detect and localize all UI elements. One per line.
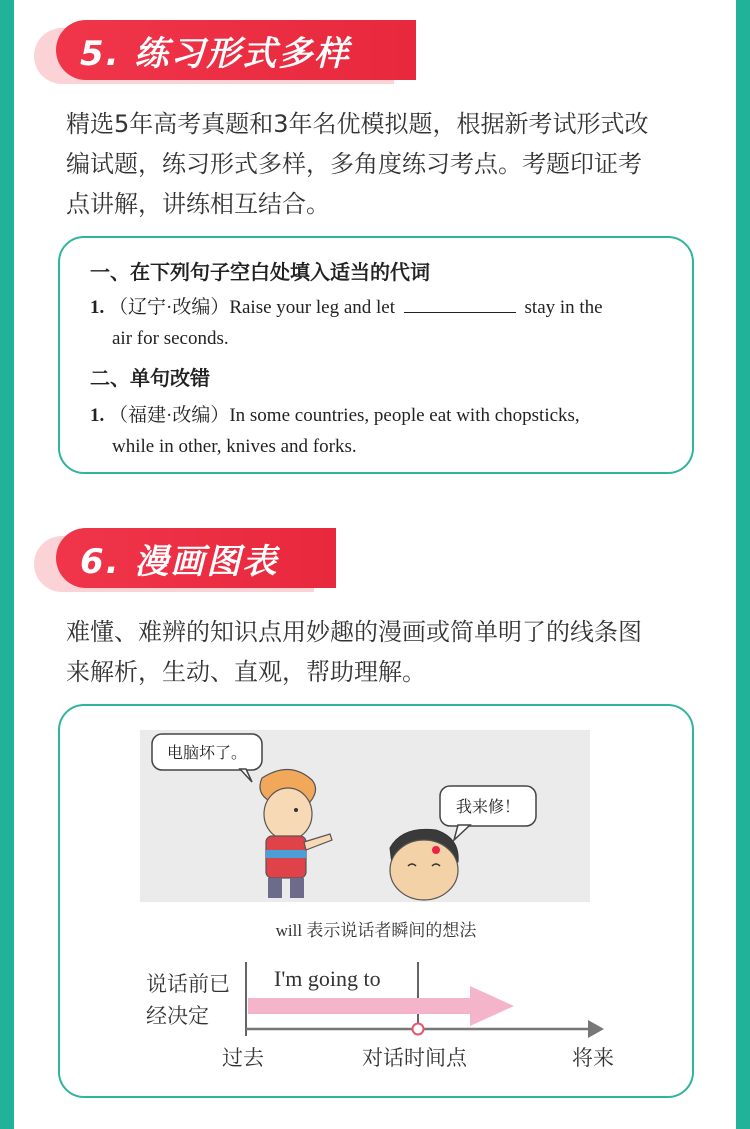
timeline-past-label: 过去 bbox=[222, 1046, 264, 1070]
intro-line: 来解析，生动、直观，帮助理解。 bbox=[66, 658, 426, 686]
pink-arrow bbox=[248, 986, 514, 1026]
comic-caption: will 表示说话者瞬间的想法 bbox=[275, 921, 477, 940]
timeline-now-label: 对话时间点 bbox=[362, 1046, 467, 1070]
timeline-now-marker bbox=[413, 1024, 424, 1035]
question-source: （辽宁·改编） bbox=[109, 297, 230, 318]
intro-line: 编试题，练习形式多样，多角度练习考点。考题印证考 bbox=[66, 150, 642, 178]
bubble-left-text: 电脑坏了。 bbox=[166, 743, 248, 762]
section5-intro bbox=[66, 104, 706, 224]
section5-title: 5. 练习形式多样 bbox=[80, 33, 351, 74]
question-source: （福建·改编） bbox=[109, 405, 230, 426]
header-bar bbox=[56, 20, 416, 80]
question-text: In some countries, people eat with chopsticks, bbox=[229, 405, 580, 426]
question-number: 1. bbox=[90, 405, 105, 426]
timeline-left-label-1: 说话前已 bbox=[146, 972, 230, 996]
exercise-heading-1: 一、在下列句子空白处填入适当的代词 bbox=[90, 260, 430, 284]
question-1-line-1 bbox=[90, 292, 603, 319]
bubble-right-text: 我来修！ bbox=[455, 797, 521, 816]
section6-title: 6. 漫画图表 bbox=[80, 541, 279, 582]
timeline-future-label: 将来 bbox=[572, 1046, 614, 1070]
intro-line: 难懂、难辨的知识点用妙趣的漫画或简单明了的线条图 bbox=[66, 618, 642, 646]
intro-line: 点讲解，讲练相互结合。 bbox=[66, 190, 330, 218]
answer-blank bbox=[404, 296, 516, 313]
illustration-box bbox=[58, 704, 694, 1098]
question-1-line-2: air for seconds. bbox=[112, 328, 229, 349]
header-bar bbox=[56, 528, 336, 588]
question-2-line-2: while in other, knives and forks. bbox=[112, 436, 357, 457]
question-text: Raise your leg and let bbox=[229, 297, 396, 318]
intro-line: 精选5年高考真题和3年名优模拟题，根据新考试形式改 bbox=[66, 110, 649, 138]
timeline-axis-arrowhead bbox=[588, 1020, 604, 1038]
section6-intro bbox=[66, 612, 706, 692]
boy-figure bbox=[260, 769, 332, 898]
exercise-heading-2: 二、单句改错 bbox=[90, 366, 210, 390]
timeline-left-label-2: 经决定 bbox=[146, 1004, 209, 1028]
girl-figure bbox=[390, 829, 458, 900]
example-box bbox=[58, 236, 694, 474]
page bbox=[14, 0, 736, 1129]
comic-illustration bbox=[140, 730, 590, 902]
question-text: stay in the bbox=[524, 297, 603, 318]
section5-header bbox=[34, 20, 414, 82]
timeline-arrow-text: I'm going to bbox=[274, 966, 381, 991]
section6-header bbox=[34, 528, 414, 590]
question-2-line-1 bbox=[90, 400, 580, 427]
question-number: 1. bbox=[90, 297, 105, 318]
comic-drawing bbox=[140, 730, 590, 902]
